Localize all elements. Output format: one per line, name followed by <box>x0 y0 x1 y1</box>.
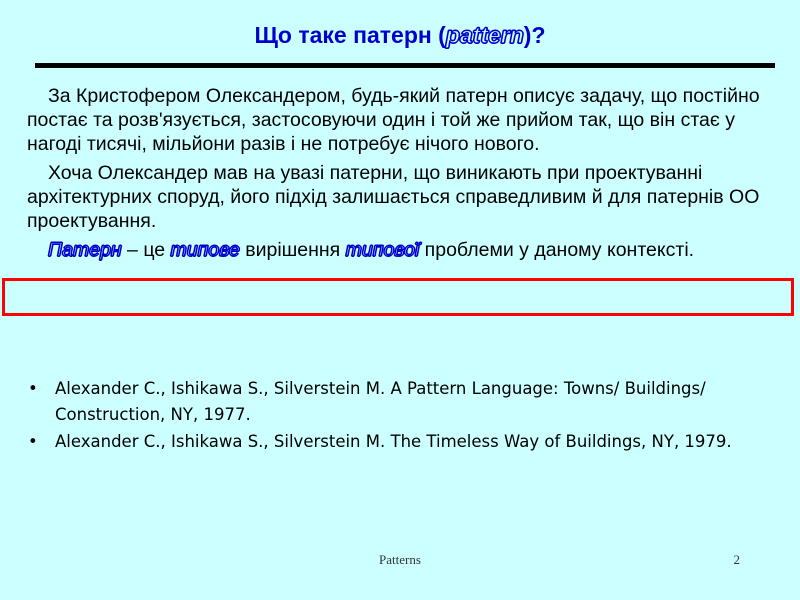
title-emphasis: pattern <box>445 22 524 48</box>
definition-word-typical: типове <box>170 239 240 261</box>
paragraph-architecture: Хоча Олександер мав на увазі патерни, що виникають при проектуванні архітектурних споруд, його підхід залишається справедливим й для патернів ОО проектування. <box>27 162 760 232</box>
page-number: 2 <box>733 552 740 567</box>
reference-item: • Alexander C., Ishikawa S., Silverstein M. The Timeless Way of Buildings, NY, 1979. <box>28 429 778 455</box>
definition-word-pattern: Патерн <box>48 239 122 261</box>
slide-body <box>27 84 772 267</box>
highlight-box <box>2 278 794 316</box>
title-divider <box>35 63 775 68</box>
slide-footer: Patterns <box>379 552 421 567</box>
definition-text-2: вирішення <box>239 239 346 261</box>
slide-title <box>0 22 800 49</box>
definition-word-typical-2: типової <box>345 239 420 261</box>
definition-text-3: проблеми у даному контексті. <box>419 239 695 261</box>
references-list <box>28 376 778 456</box>
title-suffix: )? <box>523 22 546 48</box>
definition-text-1: – це <box>121 239 171 261</box>
paragraph-alexander: За Кристофером Олександером, будь-який патерн описує задачу, що постійно постає та розв'язується, застосовуючи один і той же прийом так, що він стає у нагоді тисячі, мільйони разів і не потребує нічого нового. <box>27 85 760 155</box>
pattern-definition <box>27 238 772 262</box>
title-prefix: Що таке патерн ( <box>254 22 446 48</box>
reference-item: • Alexander C., Ishikawa S., Silverstein M. A Pattern Language: Towns/ Buildings/ Construction, NY, 1977. <box>28 376 778 428</box>
